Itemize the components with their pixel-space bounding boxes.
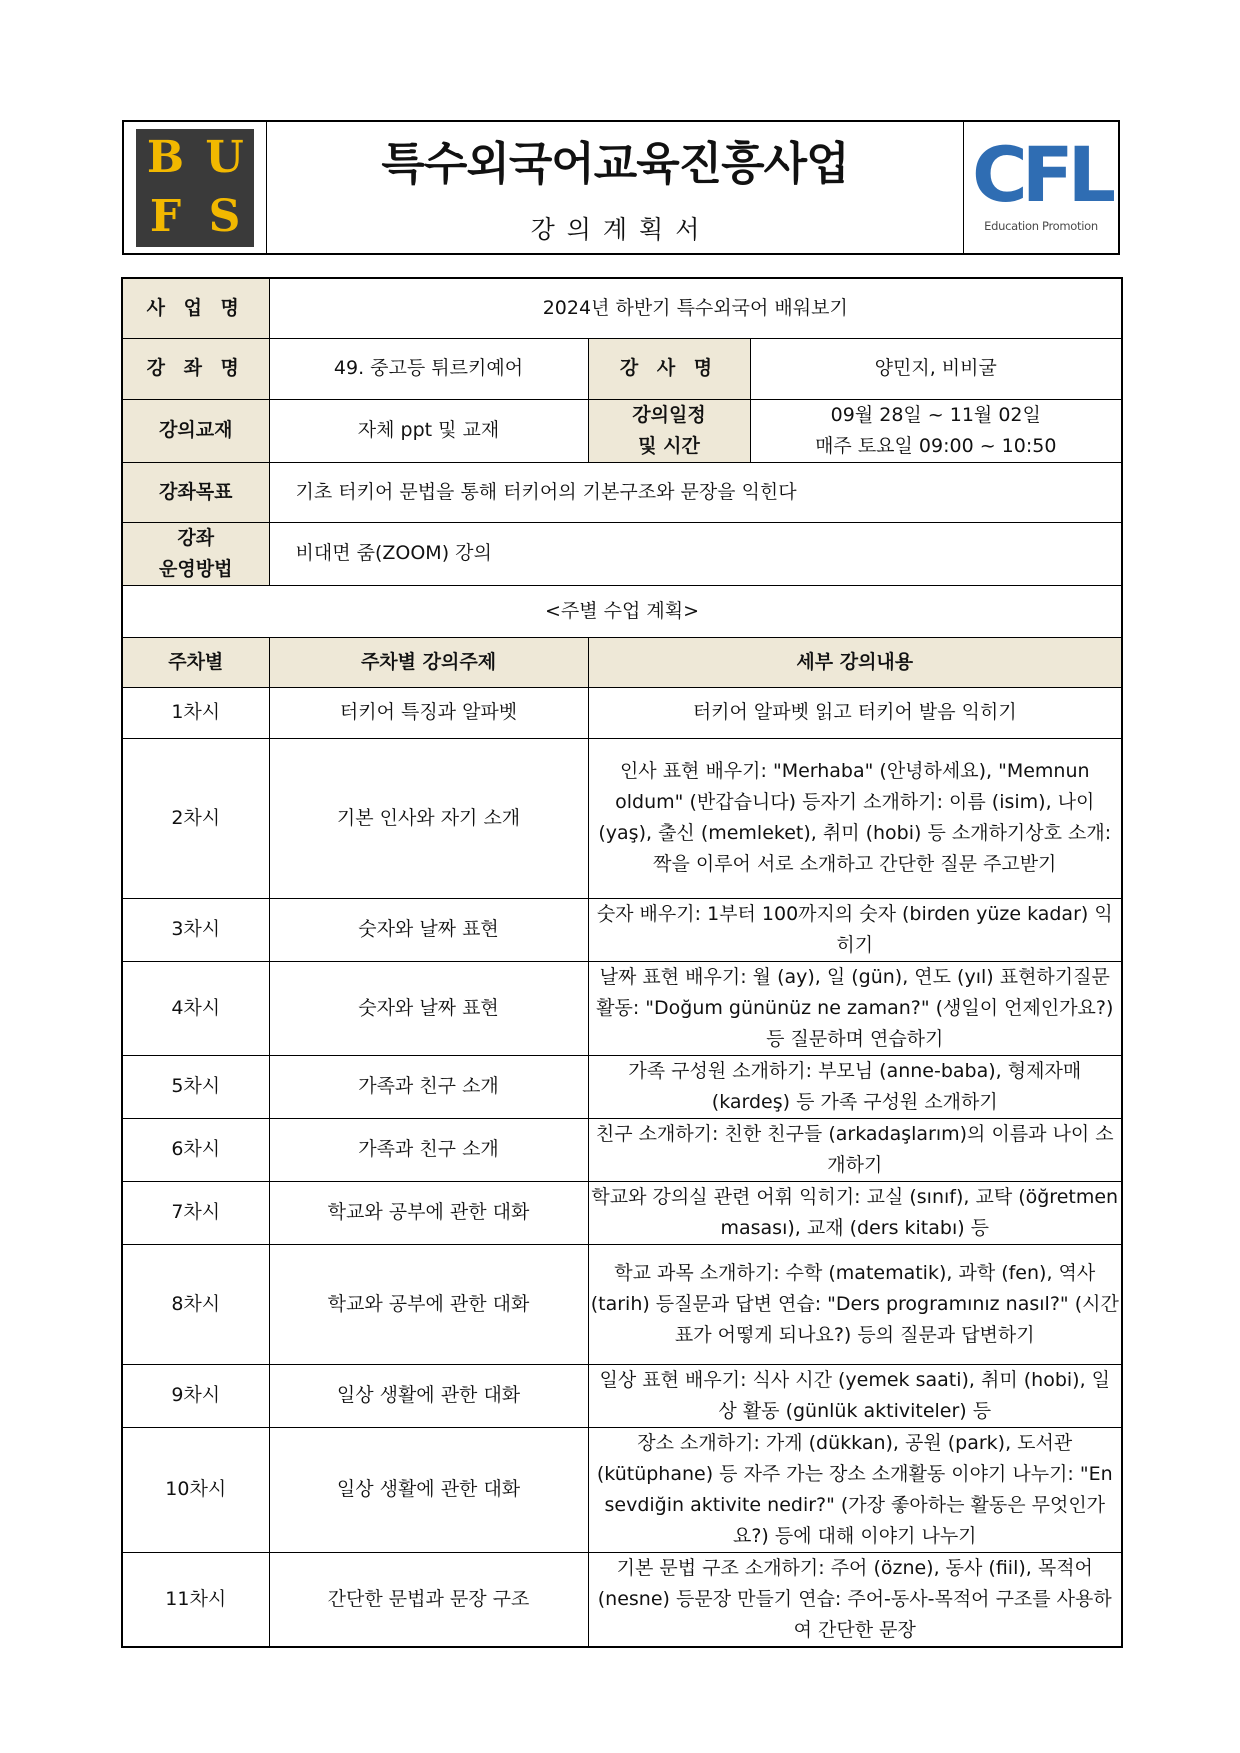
method-label-line: 강좌	[177, 526, 215, 549]
detail-cell: 학교와 강의실 관련 어휘 익히기: 교실 (sınıf), 교탁 (öğretmen masası), 교재 (ders kitabı) 등	[588, 1181, 1122, 1244]
instructor-label: 강 사 명	[588, 338, 750, 399]
table-row	[122, 1552, 1122, 1647]
topic-cell: 일상 생활에 관한 대화	[269, 1427, 588, 1552]
bufs-letter: S	[208, 191, 241, 242]
col-topic-header: 주차별 강의주제	[269, 637, 588, 687]
cfl-logo	[963, 122, 1118, 253]
bufs-logo-mark	[136, 129, 254, 247]
detail-cell: 기본 문법 구조 소개하기: 주어 (özne), 동사 (fiil), 목적어 (nesne) 등문장 만들기 연습: 주어-동사-목적어 구조를 사용하여 간단한 문장	[588, 1552, 1122, 1647]
schedule-value	[750, 399, 1122, 462]
detail-cell: 학교 과목 소개하기: 수학 (matematik), 과학 (fen), 역사 (tarih) 등질문과 답변 연습: "Ders programınız nasıl?" (시간표가 어떻게 되나요?) 등의 질문과 답변하기	[588, 1244, 1122, 1364]
bufs-logo	[124, 122, 267, 253]
table-row	[122, 1181, 1122, 1244]
topic-cell: 숫자와 날짜 표현	[269, 961, 588, 1055]
project-label: 사 업 명	[122, 278, 269, 338]
lecture-plan-table	[121, 277, 1123, 1648]
goal-row	[122, 462, 1122, 522]
method-value: 비대면 줌(ZOOM) 강의	[269, 522, 1122, 585]
detail-cell: 일상 표현 배우기: 식사 시간 (yemek saati), 취미 (hobi), 일상 활동 (günlük aktiviteler) 등	[588, 1364, 1122, 1427]
course-label: 강 좌 명	[122, 338, 269, 399]
topic-cell: 터키어 특징과 알파벳	[269, 687, 588, 738]
topic-cell: 숫자와 날짜 표현	[269, 898, 588, 961]
project-value: 2024년 하반기 특수외국어 배워보기	[269, 278, 1122, 338]
weekly-title-row	[122, 585, 1122, 637]
schedule-label	[588, 399, 750, 462]
course-value: 49. 중고등 튀르키예어	[269, 338, 588, 399]
table-row	[122, 1244, 1122, 1364]
table-row	[122, 738, 1122, 898]
cfl-logo-text: CFL	[971, 129, 1111, 219]
topic-cell: 학교와 공부에 관한 대화	[269, 1181, 588, 1244]
goal-label: 강좌목표	[122, 462, 269, 522]
week-cell: 3차시	[122, 898, 269, 961]
schedule-time: 매주 토요일 09:00 ~ 10:50	[815, 434, 1057, 457]
week-cell: 10차시	[122, 1427, 269, 1552]
table-row	[122, 898, 1122, 961]
weekly-header-row	[122, 637, 1122, 687]
method-row	[122, 522, 1122, 585]
week-cell: 7차시	[122, 1181, 269, 1244]
week-cell: 2차시	[122, 738, 269, 898]
bufs-letter: F	[149, 191, 182, 242]
bufs-letter: U	[205, 132, 244, 183]
detail-cell: 가족 구성원 소개하기: 부모님 (anne-baba), 형제자매 (kardeş) 등 가족 구성원 소개하기	[588, 1055, 1122, 1118]
material-value: 자체 ppt 및 교재	[269, 399, 588, 462]
topic-cell: 일상 생활에 관한 대화	[269, 1364, 588, 1427]
project-row	[122, 278, 1122, 338]
table-row	[122, 687, 1122, 738]
table-row	[122, 1364, 1122, 1427]
cfl-logo-subtext: Education Promotion	[984, 218, 1098, 233]
topic-cell: 가족과 친구 소개	[269, 1055, 588, 1118]
week-cell: 1차시	[122, 687, 269, 738]
week-cell: 4차시	[122, 961, 269, 1055]
topic-cell: 기본 인사와 자기 소개	[269, 738, 588, 898]
page-subtitle: 강의계획서	[530, 215, 712, 244]
method-label	[122, 522, 269, 585]
week-cell: 6차시	[122, 1118, 269, 1181]
col-week-header: 주차별	[122, 637, 269, 687]
detail-cell: 인사 표현 배우기: "Merhaba" (안녕하세요), "Memnun oldum" (반갑습니다) 등자기 소개하기: 이름 (isim), 나이 (yaş), 출신 (memleket), 취미 (hobi) 등 소개하기상호 소개: 짝을 이루어 서로 소개하고 간단한 질문 주고받기	[588, 738, 1122, 898]
table-row	[122, 1055, 1122, 1118]
instructor-value: 양민지, 비비굴	[750, 338, 1122, 399]
schedule-label-line: 강의일정	[632, 403, 706, 426]
schedule-dates: 09월 28일 ~ 11월 02일	[830, 403, 1041, 426]
week-cell: 5차시	[122, 1055, 269, 1118]
detail-cell: 친구 소개하기: 친한 친구들 (arkadaşlarım)의 이름과 나이 소개하기	[588, 1118, 1122, 1181]
material-row	[122, 399, 1122, 462]
goal-value: 기초 터키어 문법을 통해 터키어의 기본구조와 문장을 익힌다	[269, 462, 1122, 522]
bufs-letter: B	[146, 132, 185, 183]
week-cell: 8차시	[122, 1244, 269, 1364]
table-row	[122, 961, 1122, 1055]
col-detail-header: 세부 강의내용	[588, 637, 1122, 687]
topic-cell: 가족과 친구 소개	[269, 1118, 588, 1181]
table-row	[122, 1118, 1122, 1181]
week-cell: 11차시	[122, 1552, 269, 1647]
method-label-line: 운영방법	[159, 557, 233, 580]
page-title: 특수외국어교육진흥사업	[381, 137, 849, 190]
course-row	[122, 338, 1122, 399]
table-row	[122, 1427, 1122, 1552]
week-cell: 9차시	[122, 1364, 269, 1427]
detail-cell: 장소 소개하기: 가게 (dükkan), 공원 (park), 도서관 (kütüphane) 등 자주 가는 장소 소개활동 이야기 나누기: "En sevdiğin aktivite nedir?" (가장 좋아하는 활동은 무엇인가요?) 등에 대해 이야기 나누기	[588, 1427, 1122, 1552]
topic-cell: 간단한 문법과 문장 구조	[269, 1552, 588, 1647]
weekly-section-title: <주별 수업 계획>	[122, 585, 1122, 637]
header-title-block	[267, 122, 963, 253]
detail-cell: 날짜 표현 배우기: 월 (ay), 일 (gün), 연도 (yıl) 표현하기질문 활동: "Doğum gününüz ne zaman?" (생일이 언제인가요?) 등 질문하며 연습하기	[588, 961, 1122, 1055]
material-label: 강의교재	[122, 399, 269, 462]
schedule-label-line: 및 시간	[638, 434, 700, 457]
detail-cell: 숫자 배우기: 1부터 100까지의 숫자 (birden yüze kadar) 익히기	[588, 898, 1122, 961]
document-header	[122, 120, 1120, 255]
topic-cell: 학교와 공부에 관한 대화	[269, 1244, 588, 1364]
detail-cell: 터키어 알파벳 읽고 터키어 발음 익히기	[588, 687, 1122, 738]
